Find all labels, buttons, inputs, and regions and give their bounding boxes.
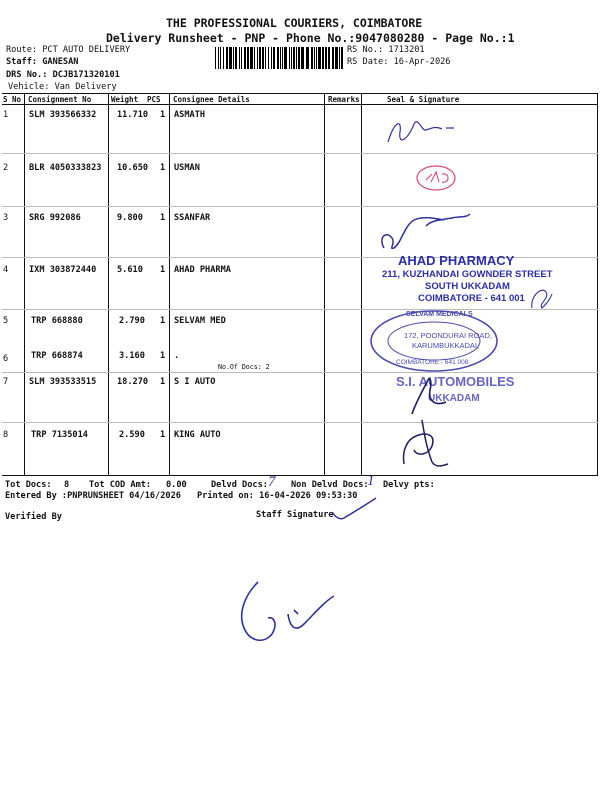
barcode-bar: [291, 47, 292, 69]
barcode-bar: [226, 47, 228, 69]
row-separator: [2, 153, 598, 154]
stamp-ahad-line1: AHAD PHARMACY: [398, 253, 515, 268]
barcode-bar: [215, 47, 216, 69]
stamp-ahad-line4: COIMBATORE - 641 001: [418, 293, 525, 304]
tot-cod-value: 0.00: [166, 480, 187, 490]
barcode-bar: [325, 47, 327, 69]
col-header-consignee: Consignee Details: [173, 95, 250, 104]
barcode-bar: [341, 47, 343, 69]
non-delvd-label: Non Delvd Docs:: [291, 480, 369, 490]
delvy-pts-label: Delvy pts:: [383, 480, 435, 490]
barcode-bar: [298, 47, 300, 69]
col-divider: [324, 93, 325, 475]
delvd-docs-label: Delvd Docs:: [211, 480, 268, 490]
vehicle-label: Vehicle: Van Delivery: [8, 82, 117, 92]
staff-label: Staff: GANESAN: [6, 57, 79, 67]
barcode-bar: [322, 47, 324, 69]
barcode-bar: [241, 47, 242, 69]
barcode-bar: [280, 47, 281, 69]
row-pcs: 1: [160, 163, 166, 173]
barcode-bar: [257, 47, 258, 69]
barcode-bar: [254, 47, 255, 69]
row-weight: 10.650: [117, 163, 149, 173]
barcode-bar: [218, 47, 219, 69]
tot-docs-value: 8: [64, 480, 70, 490]
table-bottom-rule: [2, 475, 598, 476]
stamp-ahad-line2: 211, KUZHANDAI GOWNDER STREET: [382, 269, 553, 280]
runsheet-subtitle: Delivery Runsheet - PNP - Phone No.:9047080280 - Page No.:1: [106, 31, 515, 45]
row-consignment: TRP 7135014: [31, 430, 88, 440]
tot-cod-label: Tot COD Amt:: [89, 480, 152, 490]
barcode-bar: [235, 47, 237, 69]
row-weight: 2.790: [119, 316, 145, 326]
tot-docs-label: Tot Docs:: [5, 480, 52, 490]
rs-no-label: RS No.: 1713201: [347, 45, 425, 55]
barcode-bar: [239, 47, 240, 69]
row-consignee: AHAD PHARMA: [174, 265, 231, 275]
barcode-bar: [314, 47, 315, 69]
row-consignment: TRP 668880: [31, 316, 83, 326]
col-header-sno: S No: [3, 95, 22, 104]
table-top-rule: [2, 93, 598, 94]
barcode-bar: [339, 47, 340, 69]
col-header-weight: Weight: [111, 95, 139, 104]
row-consignee: USMAN: [174, 163, 200, 173]
barcode-bar: [223, 47, 224, 69]
barcode-bar: [259, 47, 261, 69]
stamp-selvam-line4: COIMBATORE - 641 008: [396, 359, 469, 366]
barcode-bar: [316, 47, 317, 69]
barcode-bar: [262, 47, 264, 69]
col-divider: [24, 93, 25, 475]
non-delvd-value: 1: [367, 473, 375, 489]
row-sno: 8: [3, 430, 9, 440]
row-sno: 4: [3, 265, 9, 275]
barcode-bar: [335, 47, 338, 69]
barcode-bar: [220, 47, 221, 69]
row-weight: 18.270: [117, 377, 149, 387]
barcode-bar: [229, 47, 232, 69]
row-sno: 2: [3, 163, 9, 173]
col-header-seal: Seal & Signature: [387, 95, 460, 104]
stamp-selvam-line3: KARUMBUKKADAI,: [412, 341, 480, 350]
row-weight: 3.160: [119, 351, 145, 361]
row-weight: 11.710: [117, 110, 149, 120]
printed-on: Printed on: 16-04-2026 09:53:30: [197, 491, 358, 501]
delvd-docs-value: 7: [268, 474, 276, 490]
stamp-ahad-line3: SOUTH UKKADAM: [425, 281, 510, 292]
row-consignee: S I AUTO: [174, 377, 216, 387]
drs-no-label: DRS No.: DCJB171320101: [6, 70, 120, 80]
stamp-si-line2: UKKADAM: [428, 393, 480, 404]
row-separator: [2, 372, 598, 373]
entered-by: Entered By :PNPRUNSHEET 04/16/2026: [5, 491, 181, 501]
col-divider: [108, 93, 109, 475]
barcode-bar: [271, 47, 272, 69]
barcode-bar: [301, 47, 304, 69]
row-weight: 5.610: [117, 265, 143, 275]
row-separator: [2, 422, 598, 423]
barcode-bar: [273, 47, 275, 69]
barcode-bar: [296, 47, 297, 69]
row-pcs: 1: [160, 316, 166, 326]
signature-row-3: [374, 208, 474, 254]
barcode-bar: [311, 47, 313, 69]
barcode-bar: [293, 47, 295, 69]
row-weight: 9.800: [117, 213, 143, 223]
barcode-bar: [284, 47, 287, 69]
company-title: THE PROFESSIONAL COURIERS, COIMBATORE: [166, 16, 423, 30]
signature-row-7: [402, 372, 452, 416]
col-divider: [361, 93, 362, 475]
stamp-selvam-line2: 172, POONDURAI ROAD,: [404, 331, 492, 340]
row-pcs: 1: [160, 213, 166, 223]
barcode-bar: [247, 47, 249, 69]
row-sno: 5: [3, 316, 9, 326]
barcode-bar: [332, 47, 334, 69]
barcode-bar: [268, 47, 269, 69]
row-consignee: .: [174, 351, 180, 361]
barcode-bar: [277, 47, 279, 69]
row-consignee: SELVAM MED: [174, 316, 226, 326]
barcode: [215, 47, 343, 69]
col-header-remarks: Remarks: [328, 95, 360, 104]
row-consignment: SLM 393566332: [29, 110, 97, 120]
route-label: Route: PCT AUTO DELIVERY: [6, 45, 131, 55]
row-consignment: IXM 303872440: [29, 265, 97, 275]
row-consignee: ASMATH: [174, 110, 206, 120]
stamp-selvam-line1: SELVAM MEDICALS: [406, 311, 473, 318]
row-separator: [2, 206, 598, 207]
row-sno: 1: [3, 110, 9, 120]
row-consignee: KING AUTO: [174, 430, 221, 440]
col-header-pcs: PCS: [147, 95, 161, 104]
table-header-rule: [2, 104, 598, 105]
barcode-bar: [250, 47, 253, 69]
barcode-bar: [282, 47, 283, 69]
verified-by-label: Verified By: [5, 512, 62, 522]
col-divider: [597, 93, 598, 475]
row-separator: [2, 309, 598, 310]
no-of-docs-note: No.Of Docs: 2: [218, 363, 270, 371]
row-pcs: 1: [160, 351, 166, 361]
barcode-bar: [328, 47, 330, 69]
staff-signature-mark: [330, 496, 380, 524]
row-weight: 2.590: [119, 430, 145, 440]
signature-row-1: [380, 112, 460, 148]
signature-row-4: [528, 282, 554, 312]
row-consignment: BLR 4050333823: [29, 163, 102, 173]
row-pcs: 1: [160, 377, 166, 387]
verified-signature: [234, 574, 344, 648]
barcode-bar: [289, 47, 290, 69]
row-consignment: TRP 668874: [31, 351, 83, 361]
col-header-consignment: Consignment No: [28, 95, 92, 104]
row-sno: 6: [3, 354, 9, 364]
row-consignment: SRG 992086: [29, 213, 81, 223]
barcode-bar: [244, 47, 246, 69]
row-sno: 7: [3, 377, 9, 387]
col-divider: [169, 93, 170, 475]
barcode-bar: [265, 47, 266, 69]
barcode-bar: [318, 47, 321, 69]
row-sno: 3: [3, 213, 9, 223]
stamp-si-line1: S.I. AUTOMOBILES: [396, 374, 515, 389]
signature-row-8: [396, 416, 456, 472]
row-consignment: SLM 393533515: [29, 377, 97, 387]
barcode-bar: [233, 47, 234, 69]
barcode-bar: [306, 47, 309, 69]
row-consignee: SSANFAR: [174, 213, 211, 223]
row-pcs: 1: [160, 265, 166, 275]
row-pcs: 1: [160, 110, 166, 120]
staff-signature-label: Staff Signature: [256, 510, 334, 520]
signature-row-2: [412, 160, 460, 196]
row-pcs: 1: [160, 430, 166, 440]
rs-date-label: RS Date: 16-Apr-2026: [347, 57, 451, 67]
